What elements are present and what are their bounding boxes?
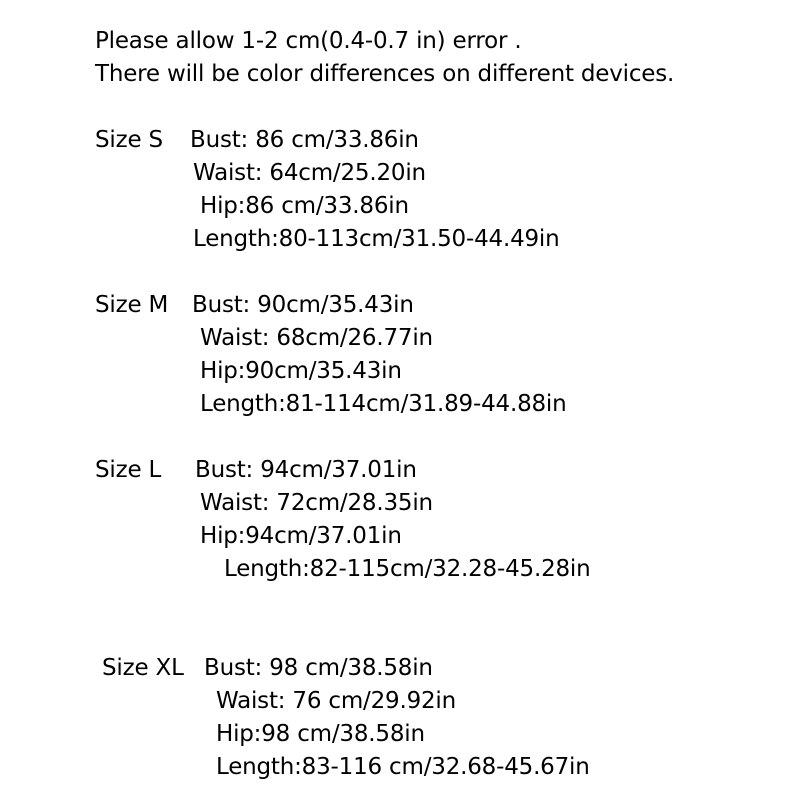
- size-m-label: Size M: [95, 292, 169, 318]
- size-xl-length: Length:83-116 cm/32.68-45.67in: [216, 754, 590, 780]
- size-s-waist: Waist: 64cm/25.20in: [193, 160, 426, 186]
- size-xl-waist: Waist: 76 cm/29.92in: [216, 688, 457, 714]
- size-l-length: Length:82-115cm/32.28-45.28in: [224, 556, 591, 582]
- size-s-length: Length:80-113cm/31.50-44.49in: [193, 226, 560, 252]
- size-l-bust: Bust: 94cm/37.01in: [195, 457, 417, 483]
- note-error-allowance: Please allow 1-2 cm(0.4-0.7 in) error .: [95, 28, 522, 54]
- size-s-bust: Bust: 86 cm/33.86in: [190, 127, 419, 153]
- size-s-label: Size S: [95, 127, 163, 153]
- size-m-waist: Waist: 68cm/26.77in: [200, 325, 433, 351]
- size-xl-hip: Hip:98 cm/38.58in: [216, 721, 425, 747]
- size-m-bust: Bust: 90cm/35.43in: [192, 292, 414, 318]
- size-m-hip: Hip:90cm/35.43in: [200, 358, 402, 384]
- size-l-waist: Waist: 72cm/28.35in: [200, 490, 433, 516]
- note-color-difference: There will be color differences on different devices.: [95, 61, 675, 87]
- size-l-hip: Hip:94cm/37.01in: [200, 523, 402, 549]
- size-l-label: Size L: [95, 457, 162, 483]
- size-xl-bust: Bust: 98 cm/38.58in: [204, 655, 433, 681]
- size-m-length: Length:81-114cm/31.89-44.88in: [200, 391, 567, 417]
- size-xl-label: Size XL: [102, 655, 184, 681]
- size-s-hip: Hip:86 cm/33.86in: [200, 193, 409, 219]
